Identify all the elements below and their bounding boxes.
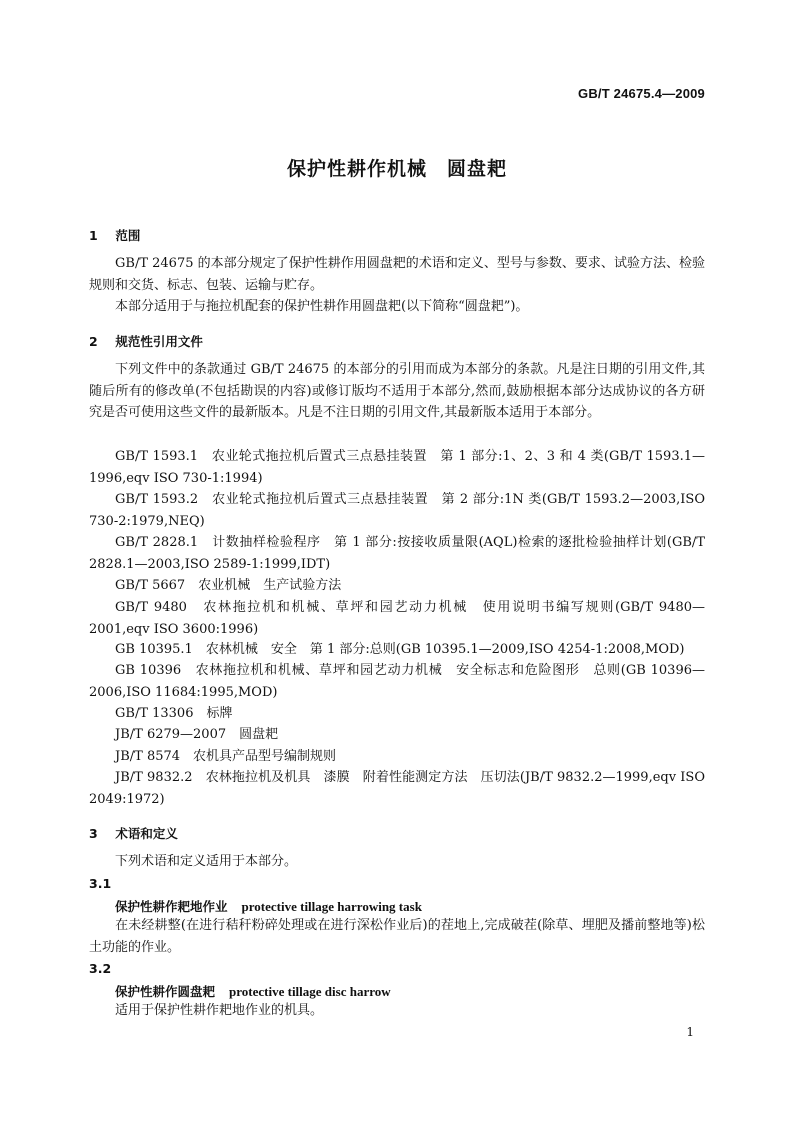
- reference-item: GB/T 1593.2 农业轮式拖拉机后置式三点悬挂装置 第 2 部分:1N 类(GB/T 1593.2—2003,ISO 730-2:1979,NEQ): [89, 492, 705, 529]
- reference-item: GB 10395.1 农林机械 安全 第 1 部分:总则(GB 10395.1—2009,ISO 4254-1:2008,MOD): [115, 642, 685, 657]
- section-title: 术语和定义: [115, 826, 178, 841]
- section-number: 3: [89, 826, 98, 841]
- term-zh: 保护性耕作圆盘耙: [115, 984, 216, 999]
- term-heading: [115, 897, 422, 915]
- reference-item: JB/T 6279—2007 圆盘耙: [115, 727, 279, 742]
- section-number: 2: [89, 334, 98, 349]
- section-heading-scope: [89, 226, 140, 244]
- section-number: 1: [89, 228, 98, 243]
- reference-item: GB/T 2828.1 计数抽样检验程序 第 1 部分:按接收质量限(AQL)检索的逐批检验抽样计划(GB/T 2828.1—2003,ISO 2589-1:1999,IDT): [89, 535, 705, 572]
- reference-item: GB/T 13306 标牌: [115, 706, 233, 721]
- term-en: protective tillage harrowing task: [241, 899, 422, 914]
- paragraph-scope-1: GB/T 24675 的本部分规定了保护性耕作用圆盘耙的术语和定义、型号与参数、要求、试验方法、检验规则和交货、标志、包装、运输与贮存。: [89, 256, 705, 293]
- section-heading-references: [89, 332, 203, 350]
- paragraph-terms-intro: 下列术语和定义适用于本部分。: [115, 854, 298, 869]
- reference-item: GB/T 1593.1 农业轮式拖拉机后置式三点悬挂装置 第 1 部分:1、2、3 和 4 类(GB/T 1593.1—1996,eqv ISO 730-1:1994): [89, 449, 705, 486]
- reference-item: GB/T 5667 农业机械 生产试验方法: [115, 578, 342, 593]
- term-zh: 保护性耕作耙地作业: [115, 899, 228, 914]
- term-definition: 在未经耕整(在进行秸秆粉碎处理或在进行深松作业后)的茬地上,完成破茬(除草、埋肥及播前整地等)松土功能的作业。: [89, 918, 705, 955]
- section-title: 规范性引用文件: [115, 334, 203, 349]
- reference-item: GB 10396 农林拖拉机和机械、草坪和园艺动力机械 安全标志和危险图形 总则(GB 10396—2006,ISO 11684:1995,MOD): [89, 663, 705, 700]
- term-definition: 适用于保护性耕作耙地作业的机具。: [115, 1003, 324, 1018]
- page-number: 1: [686, 1025, 694, 1039]
- paragraph-references-intro: 下列文件中的条款通过 GB/T 24675 的本部分的引用而成为本部分的条款。凡是注日期的引用文件,其随后所有的修改单(不包括勘误的内容)或修订版均不适用于本部分,然而,鼓励根据本部分达成协议的各方研究是否可使用这些文件的最新版本。凡是不注日期的引用文件,其最新版本适用于本部分。: [89, 362, 705, 420]
- reference-item: JB/T 9832.2 农林拖拉机及机具 漆膜 附着性能测定方法 压切法(JB/T 9832.2—1999,eqv ISO 2049:1972): [89, 770, 705, 807]
- reference-item: GB/T 9480 农林拖拉机和机械、草坪和园艺动力机械 使用说明书编写规则(GB/T 9480—2001,eqv ISO 3600:1996): [89, 600, 705, 637]
- document-title: 保护性耕作机械 圆盘耙: [286, 158, 507, 180]
- term-number: 3.1: [89, 876, 112, 891]
- term-en: protective tillage disc harrow: [229, 984, 391, 999]
- standard-code: GB/T 24675.4—2009: [578, 86, 705, 101]
- section-heading-terms: [89, 824, 178, 842]
- section-title: 范围: [115, 228, 141, 243]
- paragraph-scope-2: 本部分适用于与拖拉机配套的保护性耕作用圆盘耙(以下简称“圆盘耙”)。: [115, 299, 529, 314]
- term-heading: [115, 982, 391, 1000]
- term-number: 3.2: [89, 961, 112, 976]
- reference-item: JB/T 8574 农机具产品型号编制规则: [115, 749, 337, 764]
